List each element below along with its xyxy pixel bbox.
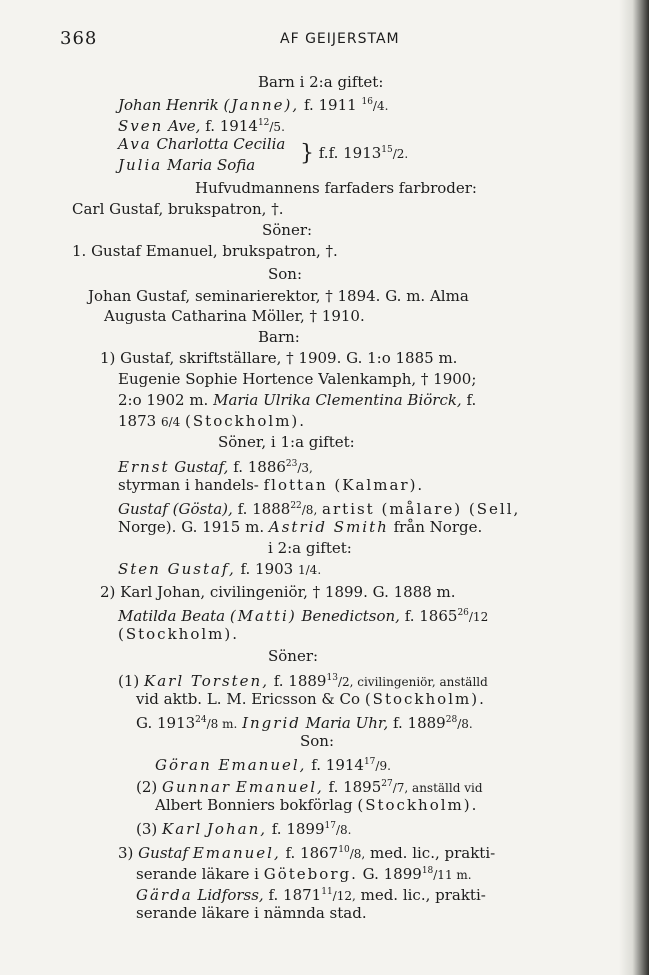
text-line: styrman i handels- flottan (Kalmar).	[118, 476, 425, 494]
text-line: 2:o 1902 m. Maria Ulrika Clementina Biörck, f.	[118, 391, 477, 409]
text-line: vid aktb. L. M. Ericsson & Co (Stockholm).	[136, 690, 486, 708]
text-line: Albert Bonniers bokförlag (Stockholm).	[155, 796, 479, 814]
text-line: Ava Charlotta Cecilia	[118, 135, 286, 153]
text-line: G. 1913$^{24}$/8 m. Ingrid Maria Uhr, f. 1889$^{28}$/8.	[136, 714, 473, 732]
page-header	[60, 28, 600, 54]
running-head: AF GEIJERSTAM	[280, 31, 400, 47]
text-line: 1) Gustaf, skriftställare, † 1909. G. 1:o 1885 m.	[100, 349, 458, 367]
text-line: Gustaf (Gösta), f. 1888$^{22}$/8, artist (målare) (Sell,	[118, 500, 521, 518]
text-line: Söner:	[262, 221, 313, 239]
text-line: Son:	[268, 265, 303, 283]
text-line: 2) Karl Johan, civilingeniör, † 1899. G. 1888 m.	[100, 583, 456, 601]
text-line: Carl Gustaf, brukspatron, †.	[72, 200, 284, 218]
text-line: Johan Henrik (Janne), f. 1911 $^{16}$/4.	[118, 96, 389, 114]
page-edge-shadow	[619, 0, 649, 975]
text-line: 1873 6/4 (Stockholm).	[118, 412, 307, 430]
text-line: Sten Gustaf, f. 1903 1/4.	[118, 560, 322, 578]
text-line: (1) Karl Torsten, f. 1889$^{13}$/2, civilingeniör, anställd	[118, 672, 488, 690]
text-line: Barn i 2:a giftet:	[258, 73, 384, 91]
text-line: Son:	[300, 732, 335, 750]
text-line: Sven Ave, f. 1914$^{12}$/5.	[118, 117, 285, 135]
page-number: 368	[60, 28, 98, 49]
text-line: Ernst Gustaf, f. 1886$^{23}$/3,	[118, 458, 313, 476]
text-line: Julia Maria Sofia	[118, 156, 256, 174]
text-line: Göran Emanuel, f. 1914$^{17}$/9.	[155, 756, 391, 774]
text-line: (3) Karl Johan, f. 1899$^{17}$/8.	[136, 820, 352, 838]
text-line: Söner, i 1:a giftet:	[218, 433, 355, 451]
text-line: 3) Gustaf Emanuel, f. 1867$^{10}$/8, med. lic., prakti-	[118, 844, 496, 862]
text-line: (2) Gunnar Emanuel, f. 1895$^{27}$/7, anställd vid	[136, 778, 483, 796]
text-line: serande läkare i Göteborg. G. 1899$^{18}$/11 m.	[136, 865, 472, 883]
text-line: Gärda Lidforss, f. 1871$^{11}$/12, med. lic., prakti-	[136, 886, 486, 904]
text-line: Augusta Catharina Möller, † 1910.	[104, 307, 365, 325]
text-line: 1. Gustaf Emanuel, brukspatron, †.	[72, 242, 338, 260]
text-line: Norge). G. 1915 m. Astrid Smith från Norge.	[118, 518, 483, 536]
text-line: Barn:	[258, 328, 300, 346]
text-line: Johan Gustaf, seminarierektor, † 1894. G. m. Alma	[88, 287, 469, 305]
text-line: i 2:a giftet:	[268, 539, 352, 557]
text-line: Matilda Beata (Matti) Benedictson, f. 1865$^{26}$/12	[118, 607, 489, 625]
text-line: serande läkare i nämnda stad.	[136, 904, 367, 922]
text-line: Eugenie Sophie Hortence Valenkamph, † 1900;	[118, 370, 477, 388]
brace-mark: } f.f. 1913$^{15}$/2.	[300, 141, 409, 166]
text-line: Söner:	[268, 647, 319, 665]
text-line: Hufvudmannens farfaders farbroder:	[195, 179, 477, 197]
text-line: (Stockholm).	[118, 625, 240, 643]
